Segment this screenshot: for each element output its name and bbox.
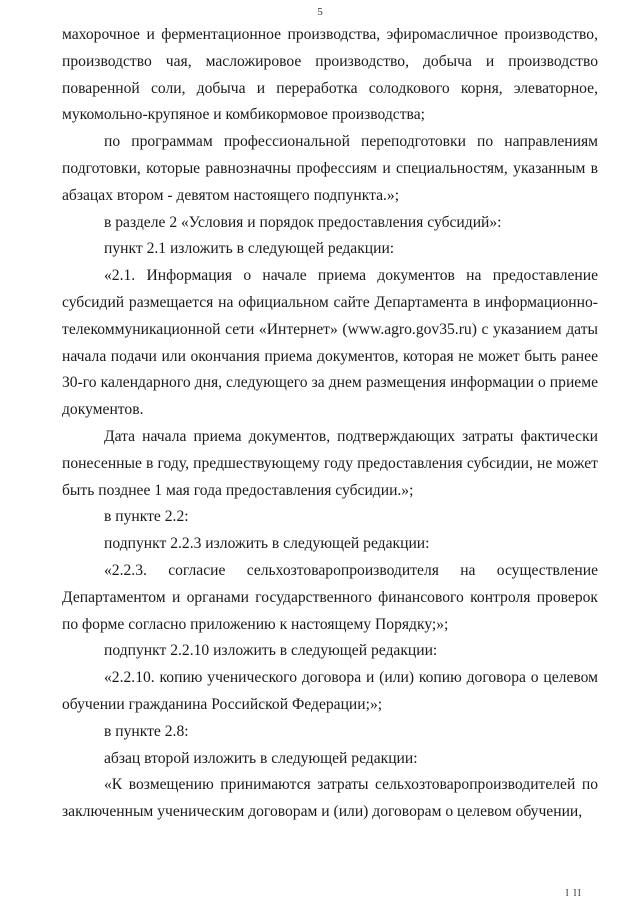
paragraph-3: в разделе 2 «Условия и порядок предоставления субсидий»:	[104, 213, 502, 231]
corner-mark: I II	[565, 888, 582, 899]
document-body	[62, 22, 598, 826]
paragraph-13: абзац второй изложить в следующей редакции:	[104, 749, 418, 767]
paragraph-4: пункт 2.1 изложить в следующей редакции:	[104, 240, 395, 258]
paragraph-2: по программам профессиональной переподготовки по направлениям подготовки, которые равнозначны профессиям и специальностям, указанным в абзацах втором - девятом настоящего подпункта.»;	[62, 133, 598, 204]
page-number: 5	[317, 6, 323, 18]
paragraph-14: «К возмещению принимаются затраты сельхозтоваропроизводителей по заключенным ученическим договорам и (или) договорам о целевом обучении,	[62, 776, 598, 821]
paragraph-9: «2.2.3. согласие сельхозтоваропроизводителя на осуществление Департаментом и органами государственного финансового контроля проверок по форме согласно приложению к настоящему Порядку;»;	[62, 561, 598, 633]
paragraph-8: подпункт 2.2.3 изложить в следующей редакции:	[104, 535, 430, 553]
paragraph-10: подпункт 2.2.10 изложить в следующей редакции:	[104, 642, 438, 660]
paragraph-7: в пункте 2.2:	[104, 508, 189, 526]
paragraph-11: «2.2.10. копию ученического договора и (или) копию договора о целевом обучении гражданина Российской Федерации;»;	[62, 669, 598, 713]
paragraph-1: махорочное и ферментационное производства, эфиромасличное производство, производство чая, масложировое производство, добыча и производство поваренной соли, добыча и переработка солодкового корня, элеваторное, мукомольно-крупяное и комбикормовое производства;	[62, 26, 598, 124]
paragraph-6: Дата начала приема документов, подтверждающих затраты фактически понесенные в году, предшествующему году предоставления субсидии, не может быть позднее 1 мая года предоставления субсидии.»;	[62, 427, 598, 499]
paragraph-12: в пункте 2.8:	[104, 722, 189, 740]
paragraph-5: «2.1. Информация о начале приема документов на предоставление субсидий размещается на официальном сайте Департамента в информационно-телекоммуникационной сети «Интернет» (www.agro.gov35.ru) с указанием даты начала подачи или окончания приема документов, которая не может быть ранее 30-го календарного дня, следующего за днем размещения информации о приеме документов.	[62, 267, 598, 419]
